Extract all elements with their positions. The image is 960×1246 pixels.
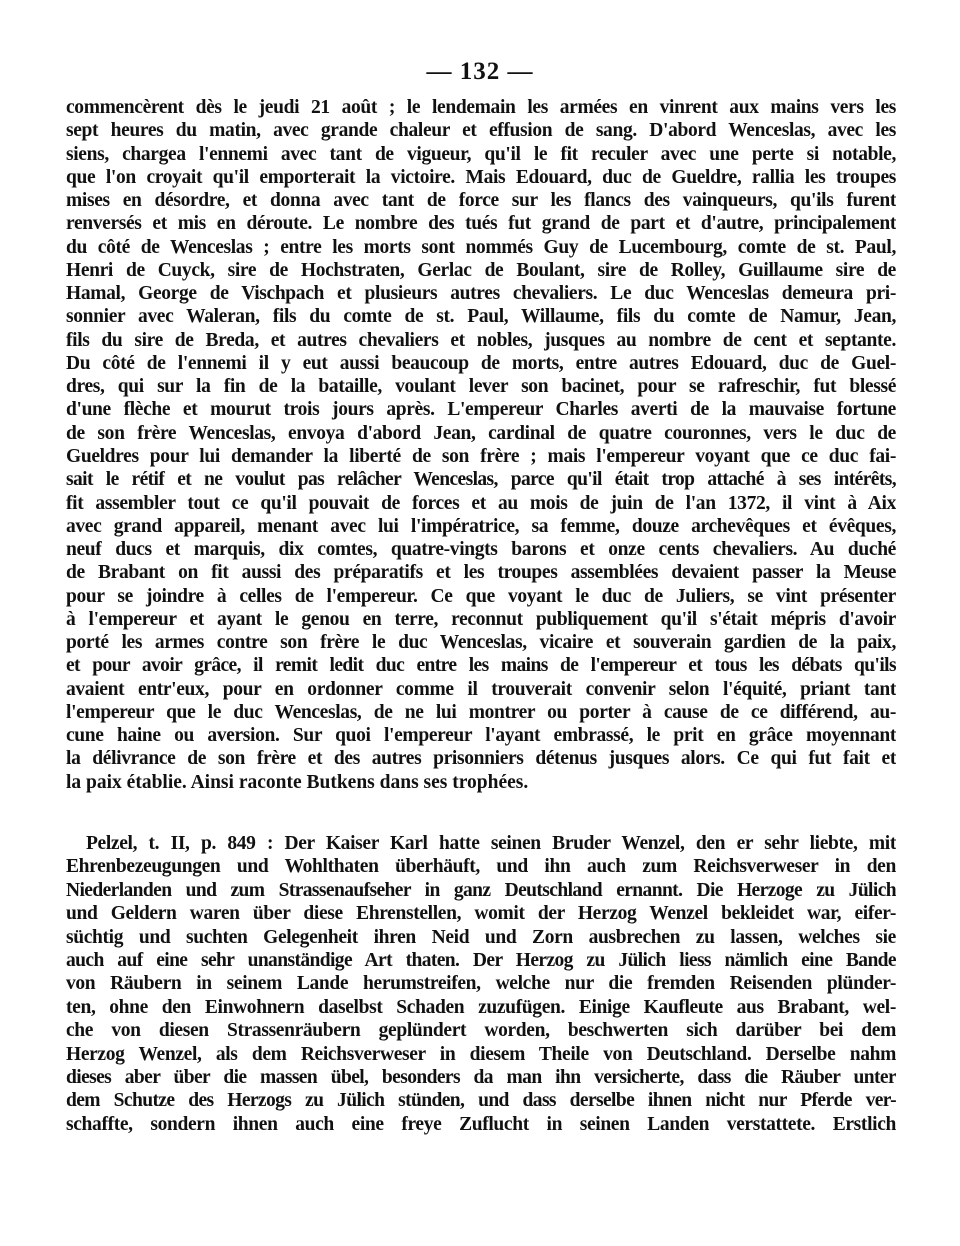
german-paragraph [66, 832, 896, 1136]
text-line: de son frère Wenceslas, envoya d'abord Jean, cardinal de quatre couronnes, vers le duc de [66, 422, 896, 444]
text-line: Du côté de l'ennemi il y eut aussi beaucoup de morts, entre autres Edouard, duc de Guel- [66, 352, 896, 374]
text-line: du côté de Wenceslas ; entre les morts sont nommés Guy de Lucembourg, comte de st. Paul, [66, 236, 896, 258]
text-line: avec grand appareil, menant avec lui l'impératrice, sa femme, douze archevêques et évêques, [66, 515, 896, 537]
text-line: fils du sire de Breda, et autres chevaliers et nobles, jusques au nombre de cent et septante. [66, 329, 896, 351]
text-line: la délivrance de son frère et des autres prisonniers détenus jusques alors. Ce qui fut fait et [66, 748, 896, 770]
page-number: — 132 — [426, 58, 534, 85]
text-line: à l'empereur et ayant le genou en terre, reconnut publiquement qu'il s'était mépris d'avoir [66, 608, 896, 630]
text-line: l'empereur que le duc Wenceslas, de ne lui montrer ou porter à cause de ce différend, au- [66, 701, 896, 723]
text-line: Herzog Wenzel, als dem Reichsverweser in diesem Theile von Deutschland. Derselbe nahm [66, 1043, 896, 1065]
text-line: von Räubern in seinem Lande herumstreifen, welche nur die fremden Reisenden plünder- [66, 973, 896, 995]
text-line: Hamal, George de Vischpach et plusieurs autres chevaliers. Le duc Wenceslas demeura pri- [66, 283, 896, 305]
text-line: d'une flèche et mourut trois jours après. L'empereur Charles averti de la mauvaise fortune [66, 399, 896, 421]
text-line: avaient entr'eux, pour en ordonner comme il trouverait convenir selon l'équité, priant tant [66, 678, 896, 700]
text-line: fit assembler tout ce qu'il pouvait de forces et au mois de juin de l'an 1372, il vint à Aix [66, 492, 896, 514]
text-line: la paix établie. Ainsi raconte Butkens dans ses trophées. [66, 771, 529, 793]
text-line: Pelzel, t. II, p. 849 : Der Kaiser Karl hatte seinen Bruder Wenzel, den er sehr liebte, mit [86, 833, 896, 854]
french-paragraph [66, 96, 896, 794]
text-line: Gueldres pour lui demander la liberté de son frère ; mais l'empereur voyant que ce duc fai- [66, 445, 896, 467]
text-line: und Geldern waren über diese Ehrenstellen, womit der Herzog Wenzel bekleidet war, eifer- [66, 903, 896, 925]
text-line: que l'on croyait qu'il emporterait la victoire. Mais Edouard, duc de Gueldre, rallia les troupes [66, 166, 896, 188]
text-line: schaffte, sondern ihnen auch eine freye Zuflucht in seinen Landen verstattete. Erstlich [66, 1113, 896, 1135]
text-line: siens, chargea l'ennemi avec tant de vigueur, qu'il le fit reculer avec une perte si notable, [66, 143, 896, 165]
text-line: mises en désordre, et donna avec tant de force sur les flancs des vainqueurs, qu'ils furent [66, 190, 896, 212]
text-line: Niederlanden und zum Strassenaufseher in ganz Deutschland ernannt. Die Herzoge zu Jülich [66, 879, 896, 901]
text-line: süchtig und suchten Gelegenheit ihren Neid und Zorn ausbrechen zu lassen, welches sie [66, 926, 896, 948]
text-line: auch auf eine sehr unanständige Art thaten. Der Herzog zu Jülich liess nämlich eine Bande [66, 949, 896, 971]
text-line: renversés et mis en déroute. Le nombre des tués fut grand de part et d'autre, principalement [66, 213, 896, 235]
text-line: sept heures du matin, avec grande chaleur et effusion de sang. D'abord Wenceslas, avec les [66, 120, 896, 142]
text-line: Henri de Cuyck, sire de Hochstraten, Gerlac de Boulant, sire de Rolley, Guillaume sire de [66, 259, 896, 281]
text-line: dres, qui sur la fin de la bataille, voulant lever son bacinet, pour se rafreschir, fut blessé [66, 376, 896, 398]
text-line: dieses aber über die massen übel, besonders da man ihn versicherte, dass die Räuber unter [66, 1066, 896, 1088]
text-line: dem Schutze des Herzogs zu Jülich stünden, und dass derselbe ihnen nicht nur Pferde ver- [66, 1090, 896, 1112]
text-line: ten, ohne den Einwohnern daselbst Schaden zuzufügen. Einige Kaufleute aus Brabant, wel- [66, 996, 896, 1018]
text-line: et pour avoir grâce, il remit ledit duc entre les mains de l'empereur et tous les débats qu'ils [66, 655, 896, 677]
text-line: Ehrenbezeugungen und Wohlthaten überhäuft, und ihn auch zum Reichsverweser in den [66, 856, 896, 878]
text-line: sonnier avec Waleran, fils du comte de st. Paul, Willaume, fils du comte de Namur, Jean, [66, 306, 896, 328]
text-line: cune haine ou aversion. Sur quoi l'empereur l'ayant embrassé, le prit en grâce moyennant [66, 725, 896, 747]
text-line: neuf ducs et marquis, dix comtes, quatre-vingts barons et onze cents chevaliers. Au duché [66, 539, 896, 561]
text-line: commencèrent dès le jeudi 21 août ; le lendemain les armées en vinrent aux mains vers les [66, 97, 896, 118]
text-line: sait le rétif et ne voulut pas relâcher Wenceslas, parce qu'il était trop attaché à ses intérêts, [66, 469, 896, 491]
text-line: che von diesen Strassenräubern geplündert worden, beschwerten sich darüber bei dem [66, 1020, 896, 1042]
text-line: de Brabant on fit aussi des préparatifs et les troupes assemblées devaient passer la Meuse [66, 562, 896, 584]
text-line: porté les armes contre son frère le duc Wenceslas, vicaire et souverain gardien de la paix, [66, 632, 896, 654]
text-line: pour se joindre à celles de l'empereur. Ce que voyant le duc de Juliers, se vint présenter [66, 585, 896, 607]
